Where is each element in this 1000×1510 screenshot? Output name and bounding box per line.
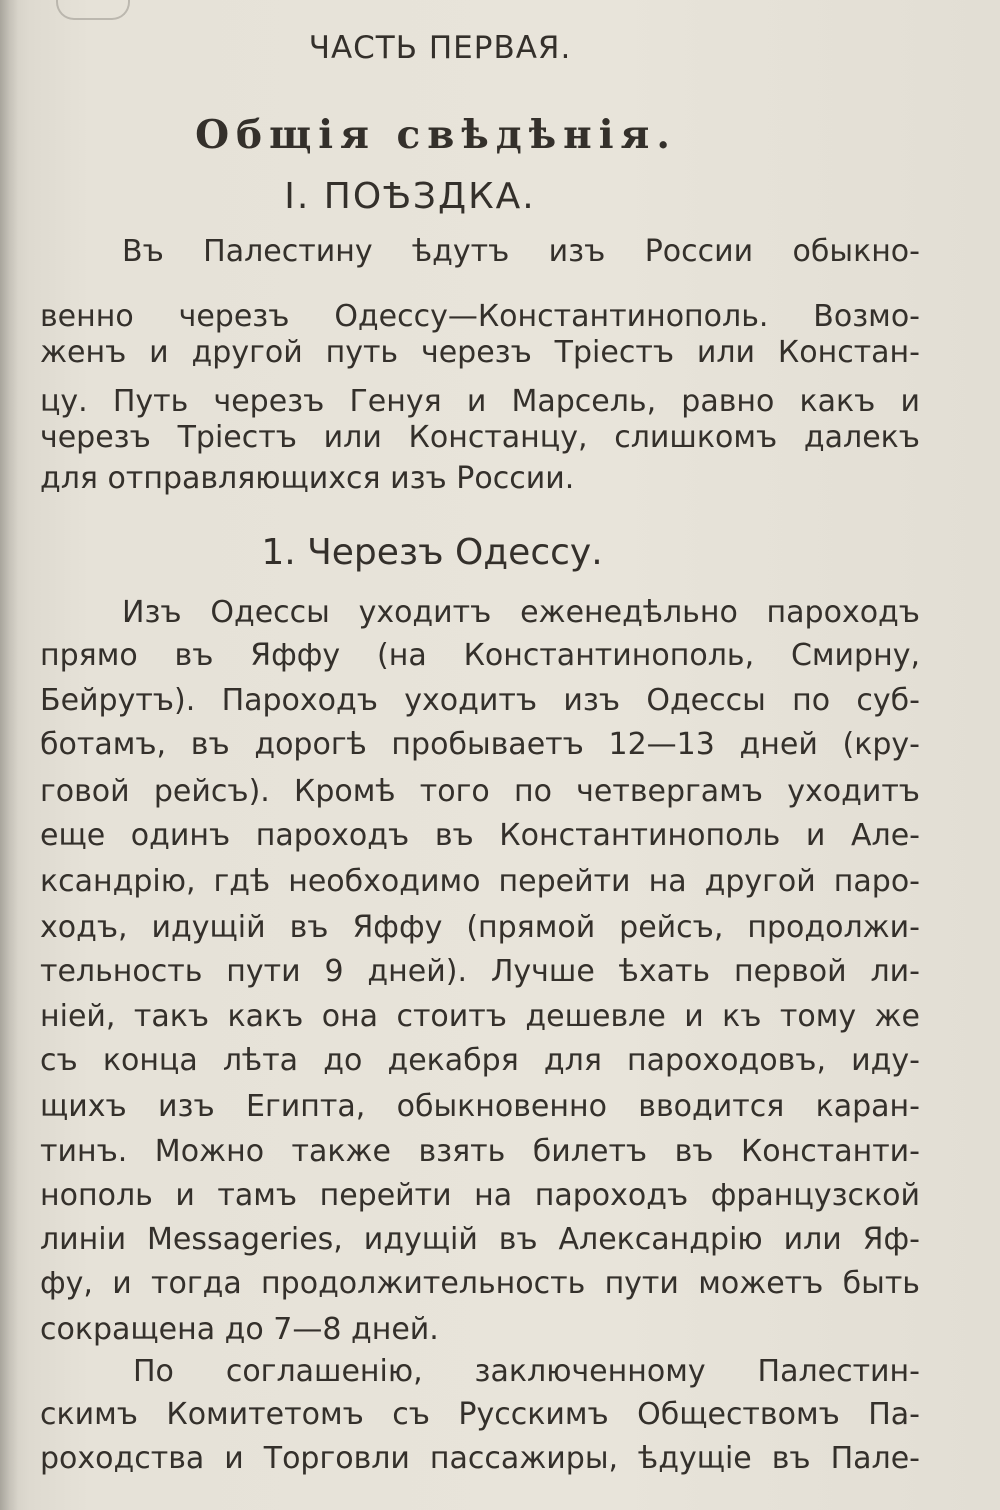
section-title: Общія свѣдѣнія. <box>195 112 677 158</box>
paragraph1-line: черезъ Тріестъ или Констанцу, слишкомъ далекъ <box>40 420 920 455</box>
paragraph2-line: линіи Messageries, идущій въ Александрію или Яф- <box>40 1222 920 1257</box>
pencil-mark <box>56 0 130 20</box>
paragraph2-line: ходъ, идущій въ Яффу (прямой рейсъ, продолжи- <box>40 910 920 945</box>
paragraph2-line: сокращена до 7—8 дней. <box>40 1312 439 1347</box>
paragraph1-line: цу. Путь черезъ Генуя и Марсель, равно какъ и <box>40 384 920 419</box>
paragraph2-line: Изъ Одессы уходитъ еженедѣльно пароходъ <box>122 595 920 630</box>
paragraph2-line: ксандрію, гдѣ необходимо перейти на другой паро- <box>40 864 920 899</box>
paragraph3-line: скимъ Комитетомъ съ Русскимъ Обществомъ Па- <box>40 1397 920 1432</box>
paragraph2-line: тельность пути 9 дней). Лучше ѣхать первой ли- <box>40 954 920 989</box>
paragraph2-line: нополь и тамъ перейти на пароходъ французской <box>40 1178 920 1213</box>
paragraph2-line: тинъ. Можно также взять билетъ въ Константи- <box>40 1134 920 1169</box>
paragraph2-line: фу, и тогда продолжительность пути можетъ быть <box>40 1266 920 1301</box>
paragraph1-line: венно черезъ Одессу—Константинополь. Возмо- <box>40 299 920 334</box>
paragraph1-line: для отправляющихся изъ России. <box>40 461 575 496</box>
chapter-title: I. ПОѢЗДКА. <box>284 176 536 217</box>
paragraph2-line: прямо въ Яффу (на Константинополь, Смирну, <box>40 638 920 673</box>
paragraph2-line: съ конца лѣта до декабря для пароходовъ, иду- <box>40 1043 920 1078</box>
paragraph3-line: роходства и Торговли пассажиры, ѣдущіе въ Пале- <box>40 1441 920 1476</box>
paragraph2-line: еще одинъ пароходъ въ Константинополь и Але- <box>40 818 920 853</box>
paragraph1-line: женъ и другой путь черезъ Тріестъ или Констан- <box>40 335 920 370</box>
subsection-title: 1. Черезъ Одессу. <box>261 532 603 573</box>
paragraph2-line: ніей, такъ какъ она стоитъ дешевле и къ тому же <box>40 999 920 1034</box>
paragraph2-line: говой рейсъ). Кромѣ того по четвергамъ уходитъ <box>40 774 920 809</box>
part-title: ЧАСТЬ ПЕРВАЯ. <box>308 30 572 66</box>
paragraph1-line: Въ Палестину ѣдутъ изъ России обыкно- <box>122 234 920 269</box>
paragraph3-line: По соглашенію, заключенному Палестин- <box>133 1354 920 1389</box>
paragraph2-line: ботамъ, въ дорогѣ пробываетъ 12—13 дней (кру- <box>40 727 920 762</box>
paragraph2-line: Бейрутъ). Пароходъ уходитъ изъ Одессы по суб- <box>40 683 920 718</box>
paragraph2-line: щихъ изъ Египта, обыкновенно вводится каран- <box>40 1089 920 1124</box>
page-gutter <box>0 0 18 1510</box>
